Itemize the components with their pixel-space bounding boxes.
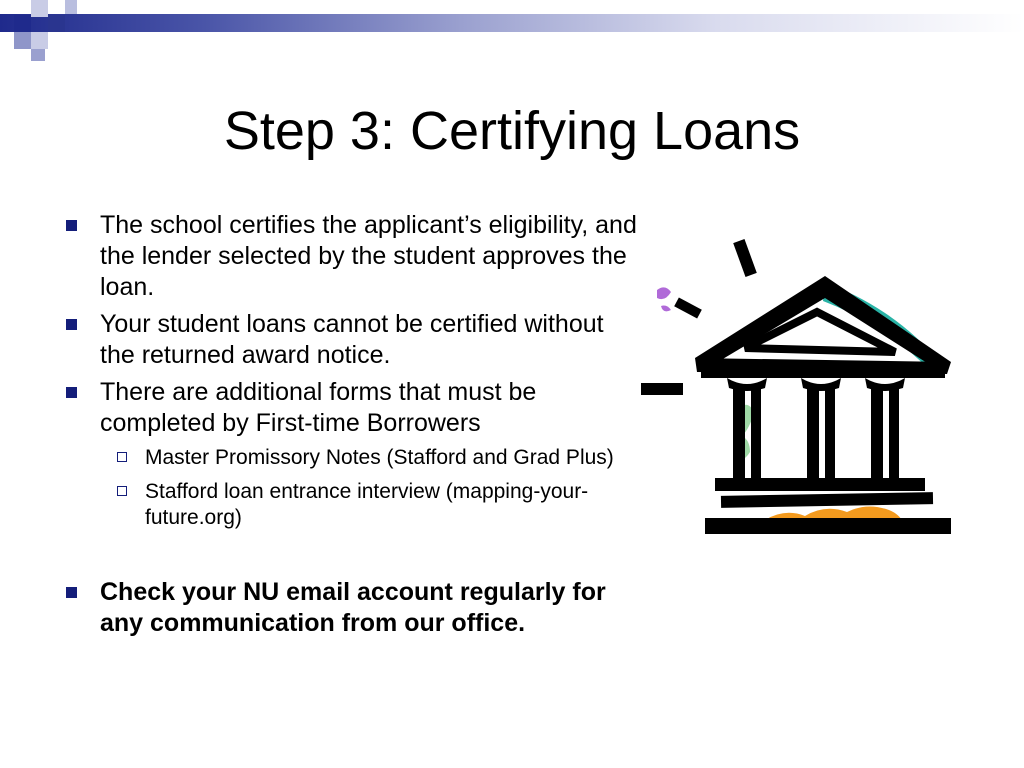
sub-bullet-item [62, 445, 642, 471]
corner-square [31, 0, 48, 17]
corner-square [31, 32, 48, 49]
bullet-text: The school certifies the applicant’s eligibility, and the lender selected by the student approves the loan. [100, 211, 637, 301]
corner-square [14, 32, 31, 49]
slide-title: Step 3: Certifying Loans [223, 101, 801, 161]
corner-square [31, 49, 45, 61]
bullet-item [62, 377, 642, 439]
bullet-item [62, 577, 642, 639]
sub-bullet-item [62, 479, 642, 531]
corner-square [65, 0, 77, 14]
sub-bullet-text: Stafford loan entrance interview (mapping-your-future.org) [145, 480, 589, 529]
bullet-list [62, 210, 642, 645]
square-bullet-icon [66, 587, 77, 598]
bullet-text-emphasis: Check your NU email account regularly for any communication from our office. [100, 578, 606, 637]
bullet-text: Your student loans cannot be certified without the returned award notice. [100, 310, 604, 369]
hollow-square-bullet-icon [117, 486, 127, 496]
bullet-text: There are additional forms that must be completed by First-time Borrowers [100, 378, 537, 437]
corner-square [14, 15, 31, 32]
square-bullet-icon [66, 319, 77, 330]
bullet-item [62, 309, 642, 371]
square-bullet-icon [66, 220, 77, 231]
bullet-item [62, 210, 642, 303]
hollow-square-bullet-icon [117, 452, 127, 462]
corner-square [48, 15, 65, 32]
bank-building-icon [635, 228, 955, 543]
square-bullet-icon [66, 387, 77, 398]
sub-bullet-text: Master Promissory Notes (Stafford and Grad Plus) [145, 446, 614, 469]
header-gradient-bar [0, 14, 1024, 32]
